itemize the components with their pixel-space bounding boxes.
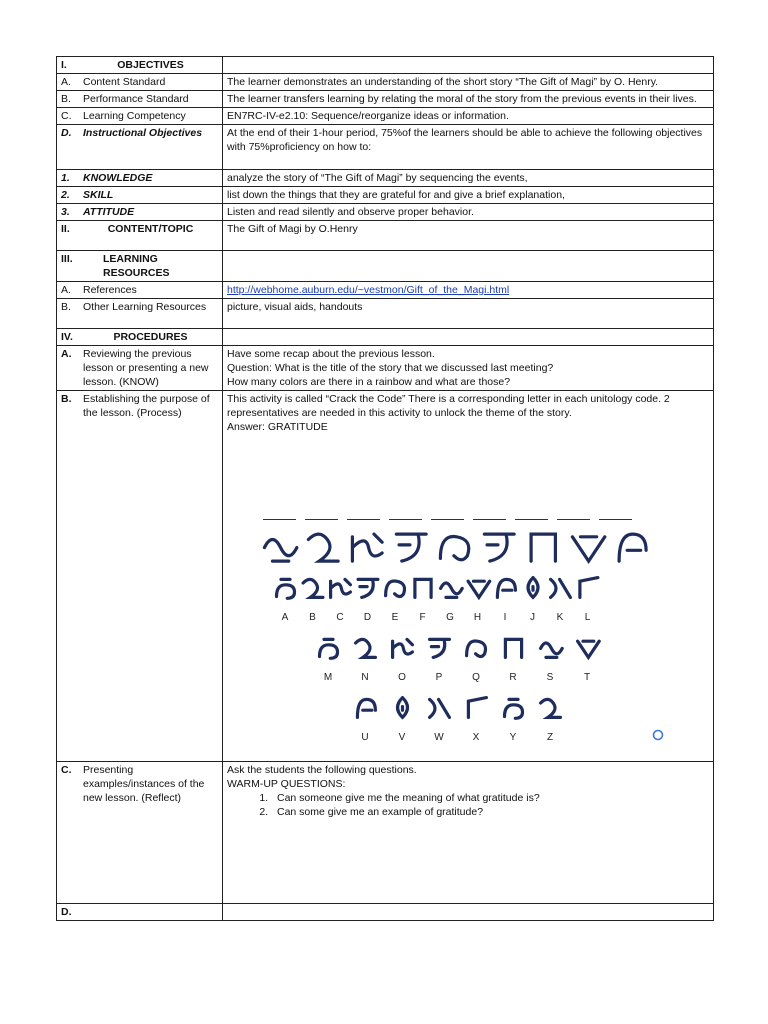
key-glyph	[430, 699, 450, 717]
key-glyph	[277, 579, 295, 598]
key-glyph	[320, 639, 338, 658]
code-letter-label: S	[546, 672, 554, 683]
code-letter-label: L	[584, 612, 591, 623]
presenting-examples-cell	[223, 762, 714, 904]
code-letter-label: P	[435, 672, 443, 683]
code-letter-label: K	[556, 612, 564, 623]
key-glyph	[528, 578, 538, 598]
other-resources-text: picture, visual aids, handouts	[223, 299, 714, 329]
code-letter-label: N	[361, 672, 369, 683]
references-label: A. References	[57, 282, 223, 299]
content-topic-text: The Gift of Magi by O.Henry	[223, 221, 714, 251]
code-glyph-key	[227, 434, 712, 754]
key-glyph	[497, 579, 515, 597]
review-line: How many colors are there in a rainbow and what are those?	[227, 376, 511, 388]
key-glyph	[541, 643, 563, 657]
references-cell	[223, 282, 714, 299]
performance-standard-text: The learner transfers learning by relating the moral of the story from the previous events in their lives.	[223, 91, 714, 108]
key-glyph	[356, 639, 376, 657]
code-letter-label: W	[434, 732, 444, 743]
purpose-description: This activity is called “Crack the Code” There is a corresponding letter in each unitology code. 2 representatives are needed in this activity to unlock the theme of the story.	[227, 393, 670, 419]
warmup-question: 2. Can some give me an example of gratitude?	[271, 805, 709, 819]
d-row-value	[223, 904, 714, 921]
code-letter-label: R	[509, 672, 517, 683]
key-glyph	[580, 578, 598, 598]
reviewing-text	[223, 346, 714, 391]
code-letter-label: E	[391, 612, 399, 623]
code-letter-label: A	[281, 612, 289, 623]
presenting-examples-label: C. Presenting examples/instances of the new lesson. (Reflect)	[57, 762, 223, 904]
key-glyph	[398, 698, 408, 718]
establishing-purpose-label: B. Establishing the purpose of the lesson. (Process)	[57, 391, 223, 762]
key-glyph	[467, 641, 486, 656]
key-glyph	[441, 583, 463, 597]
code-letter-label: X	[472, 732, 480, 743]
key-glyph	[415, 579, 431, 597]
code-letter-label: I	[503, 612, 507, 623]
attitude-label: 3. ATTITUDE	[57, 204, 223, 221]
code-letter-label: Z	[546, 732, 554, 743]
key-glyph	[357, 699, 375, 717]
objectives-header: I. OBJECTIVES	[57, 57, 223, 74]
key-glyph	[386, 581, 405, 596]
crack-the-code-figure	[227, 434, 709, 760]
code-letter-label: G	[446, 612, 454, 623]
learning-competency-label: C. Learning Competency	[57, 108, 223, 125]
key-glyph	[551, 579, 571, 597]
warmup-questions	[227, 791, 709, 819]
small-circle-icon	[654, 731, 663, 740]
puzzle-glyph	[440, 537, 468, 560]
code-letter-label: O	[398, 672, 406, 683]
knowledge-text: analyze the story of “The Gift of Magi” by sequencing the events,	[223, 170, 714, 187]
other-resources-label: B. Other Learning Resources	[57, 299, 223, 329]
lesson-plan-table	[56, 56, 714, 921]
puzzle-glyph	[572, 537, 604, 561]
code-letter-label: J	[530, 612, 535, 623]
warmup-heading: WARM-UP QUESTIONS:	[227, 778, 346, 790]
code-letter-label: D	[363, 612, 372, 623]
puzzle-glyph	[396, 534, 426, 561]
key-glyph	[303, 579, 323, 597]
puzzle-glyph	[531, 534, 555, 561]
references-link[interactable]: http://webhome.auburn.edu/~vestmon/Gift_of_the_Magi.html	[227, 284, 510, 296]
skill-text: list down the things that they are grateful for and give a brief explanation,	[223, 187, 714, 204]
puzzle-glyph	[308, 534, 338, 561]
key-glyph	[505, 639, 521, 657]
code-letter-label: Y	[509, 732, 517, 743]
performance-standard-label: B. Performance Standard	[57, 91, 223, 108]
objectives-value	[223, 57, 714, 74]
code-letter-label: Q	[472, 672, 480, 683]
key-glyph	[331, 579, 351, 597]
instructional-objectives-label: D. Instructional Objectives	[57, 125, 223, 170]
purpose-answer: Answer: GRATITUDE	[227, 421, 328, 433]
learning-resources-value	[223, 251, 714, 282]
presenting-intro: Ask the students the following questions.	[227, 764, 417, 776]
code-letter-label: V	[398, 732, 406, 743]
code-letter-label: F	[419, 612, 426, 623]
instructional-objectives-text: At the end of their 1-hour period, 75%of the learners should be able to achieve the following objectives with 75%proficiency on how to:	[223, 125, 714, 170]
procedures-value	[223, 329, 714, 346]
key-glyph	[468, 581, 490, 597]
code-letter-label: C	[336, 612, 344, 623]
puzzle-glyph	[264, 540, 296, 562]
key-glyph	[541, 699, 561, 717]
skill-label: 2. SKILL	[57, 187, 223, 204]
content-standard-label: A. Content Standard	[57, 74, 223, 91]
key-glyph	[430, 639, 450, 657]
puzzle-glyph	[619, 534, 646, 561]
key-glyph	[468, 698, 486, 718]
key-glyph	[358, 579, 378, 597]
key-glyph	[578, 641, 600, 657]
reviewing-label: A. Reviewing the previous lesson or presenting a new lesson. (KNOW)	[57, 346, 223, 391]
key-glyph	[393, 639, 413, 657]
attitude-text: Listen and read silently and observe proper behavior.	[223, 204, 714, 221]
review-line: Question: What is the title of the story that we discussed last meeting?	[227, 362, 554, 374]
code-letter-label: B	[309, 612, 316, 623]
review-line: Have some recap about the previous lesson.	[227, 348, 435, 360]
code-letter-label: H	[473, 612, 482, 623]
procedures-header: IV. PROCEDURES	[57, 329, 223, 346]
d-row-label: D.	[57, 904, 223, 921]
code-letter-label: U	[361, 732, 369, 743]
learning-resources-header: III. LEARNING RESOURCES	[57, 251, 223, 282]
establishing-purpose-cell	[223, 391, 714, 762]
puzzle-glyph	[484, 534, 514, 561]
learning-competency-text: EN7RC-IV-e2.10: Sequence/reorganize ideas or information.	[223, 108, 714, 125]
code-letter-label: T	[583, 672, 591, 683]
content-topic-label: II. CONTENT/TOPIC	[57, 221, 223, 251]
code-letter-label: M	[323, 672, 333, 683]
content-standard-text: The learner demonstrates an understanding of the short story “The Gift of Magi” by O. Henry.	[223, 74, 714, 91]
puzzle-glyph	[352, 534, 382, 561]
key-glyph	[505, 699, 523, 718]
warmup-question: 1. Can someone give me the meaning of what gratitude is?	[271, 791, 709, 805]
knowledge-label: 1. KNOWLEDGE	[57, 170, 223, 187]
